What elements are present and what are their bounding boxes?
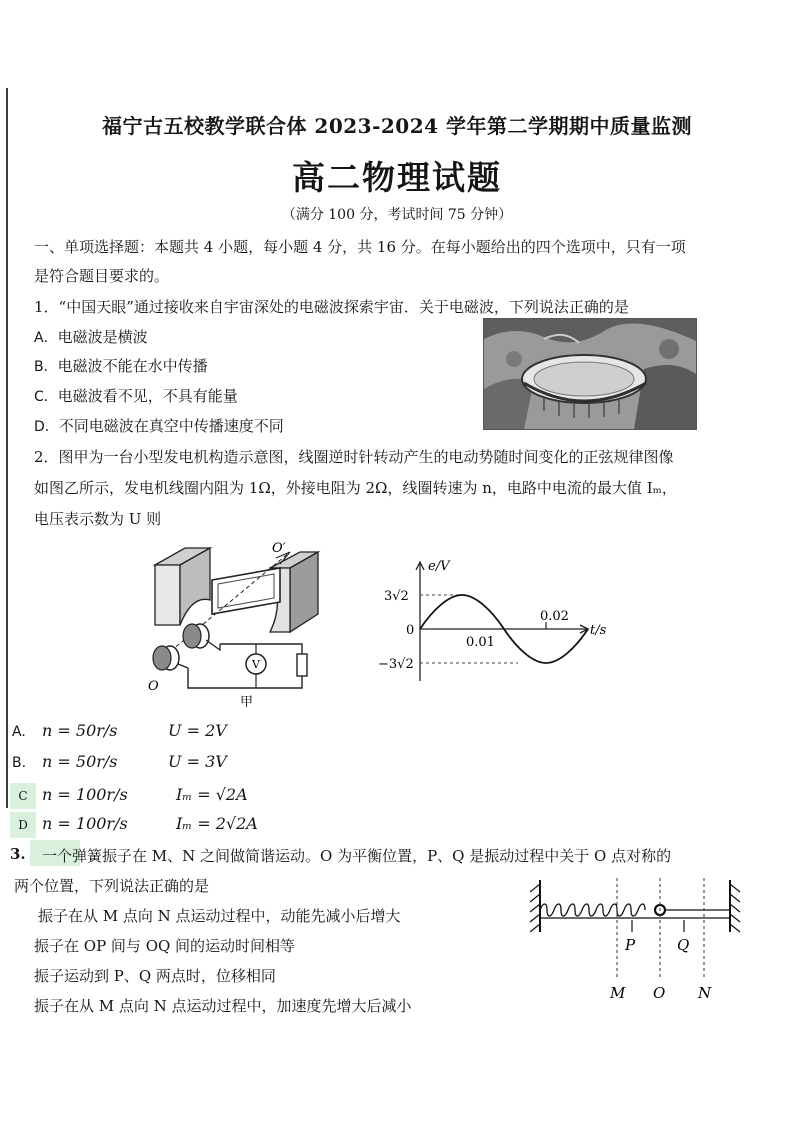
- q1-option-c-text: 电磁波看不见，不具有能量: [57, 387, 238, 405]
- q2-option-b-value: U = 3V: [168, 752, 227, 771]
- figure-jia-caption: 甲: [240, 695, 254, 710]
- exam-subtitle: （满分 100 分，考试时间 75 分钟）: [281, 207, 513, 223]
- q1-option-a-text: 电磁波是横波: [57, 328, 148, 346]
- voltmeter-symbol: V: [252, 658, 260, 671]
- q3-stem-line1: 一个弹簧振子在 M、N 之间做简谐运动。O 为平衡位置，P、Q 是振动过程中关于 O 点对称的: [42, 847, 672, 865]
- spring-coil: [540, 904, 645, 916]
- q2-option-b-speed: n = 50r/s: [42, 752, 118, 771]
- q2-option-d-value: Iₘ = 2√2A: [176, 814, 258, 833]
- q1-option-c: [34, 385, 238, 406]
- q2-option-d-label: D: [10, 812, 36, 838]
- q2-option-c-speed: n = 100r/s: [42, 785, 128, 804]
- spring-oscillator-diagram: [520, 874, 750, 1004]
- exam-title: 高二物理试题: [292, 158, 502, 197]
- q1-option-a: [34, 326, 148, 347]
- exam-header: 福宁古五校教学联合体 2023-2024 学年第二学期期中质量监测: [101, 114, 693, 138]
- q2-option-c-value: Iₘ = √2A: [176, 785, 248, 804]
- q3-option-3: 振子运动到 P、Q 两点时，位移相同: [34, 967, 276, 985]
- graph-ymin-label: −3√2: [378, 657, 414, 672]
- q1-option-b-text: 电磁波不能在水中传播: [57, 357, 208, 375]
- point-n-label: N: [698, 984, 712, 1002]
- q1-option-b: [34, 355, 208, 376]
- q1-option-a-label: A．: [34, 330, 58, 346]
- axis-label-o: O: [148, 679, 159, 694]
- q2-stem-line2: 如图乙所示，发电机线圈内阻为 1Ω，外接电阻为 2Ω，线圈转速为 n，电路中电流的最大值 Iₘ，: [34, 479, 677, 497]
- q2-option-a: [12, 721, 227, 740]
- section-instruction-line2: 是符合题目要求的。: [34, 267, 170, 285]
- q2-option-d-speed: n = 100r/s: [42, 814, 128, 833]
- q3-stem-line2: 两个位置，下列说法正确的是: [14, 877, 210, 895]
- q1-option-c-label: C．: [34, 389, 58, 405]
- point-p-label: P: [625, 936, 636, 954]
- section-instruction-line1: 一、单项选择题：本题共 4 小题，每小题 4 分，共 16 分。在每小题给出的四个选项中，只有一项: [34, 238, 686, 256]
- graph-xlabel: t/s: [590, 623, 607, 638]
- graph-t2-label: 0.02: [540, 609, 569, 624]
- q3-option-1: 振子在从 M 点向 N 点运动过程中，动能先减小后增大: [38, 907, 401, 925]
- graph-origin-label: 0: [406, 623, 415, 638]
- q2-stem-line3: 电压表示数为 U 则: [34, 510, 162, 528]
- q2-stem-line1: 2．图甲为一台小型发电机构造示意图，线圈逆时针转动产生的电动势随时间变化的正弦规律图像: [34, 448, 674, 466]
- q1-stem: 1．“中国天眼”通过接收来自宇宙深处的电磁波探索宇宙．关于电磁波，下列说法正确的是: [34, 298, 629, 316]
- q3-option-4: 振子在从 M 点向 N 点运动过程中，加速度先增大后减小: [34, 997, 412, 1015]
- graph-ylabel: e/V: [428, 559, 450, 574]
- emf-time-graph: [370, 556, 610, 686]
- generator-diagram: [140, 540, 330, 710]
- fast-telescope-photo: [483, 318, 697, 430]
- q2-option-c-label: C: [10, 783, 36, 809]
- q2-option-b: [12, 752, 227, 771]
- graph-t1-label: 0.01: [466, 635, 495, 650]
- q1-option-b-label: B．: [34, 359, 58, 375]
- graph-ymax-label: 3√2: [384, 589, 409, 604]
- q2-option-a-value: U = 2V: [168, 721, 227, 740]
- q1-option-d-text: 不同电磁波在真空中传播速度不同: [58, 417, 284, 435]
- q3-number: 3.: [10, 845, 26, 863]
- point-o-label: O: [653, 984, 666, 1002]
- q2-option-c: [42, 785, 248, 804]
- q2-option-d: [42, 814, 258, 833]
- q2-option-a-speed: n = 50r/s: [42, 721, 118, 740]
- q1-option-d: [34, 415, 284, 436]
- q2-option-b-label: B.: [12, 755, 27, 771]
- q1-option-d-label: D．: [34, 419, 59, 435]
- point-m-label: M: [610, 984, 626, 1002]
- axis-label-o-prime: O′: [272, 541, 286, 556]
- point-q-label: Q: [677, 936, 690, 954]
- q2-option-a-label: A.: [12, 724, 26, 740]
- q3-option-2: 振子在 OP 间与 OQ 间的运动时间相等: [34, 937, 296, 955]
